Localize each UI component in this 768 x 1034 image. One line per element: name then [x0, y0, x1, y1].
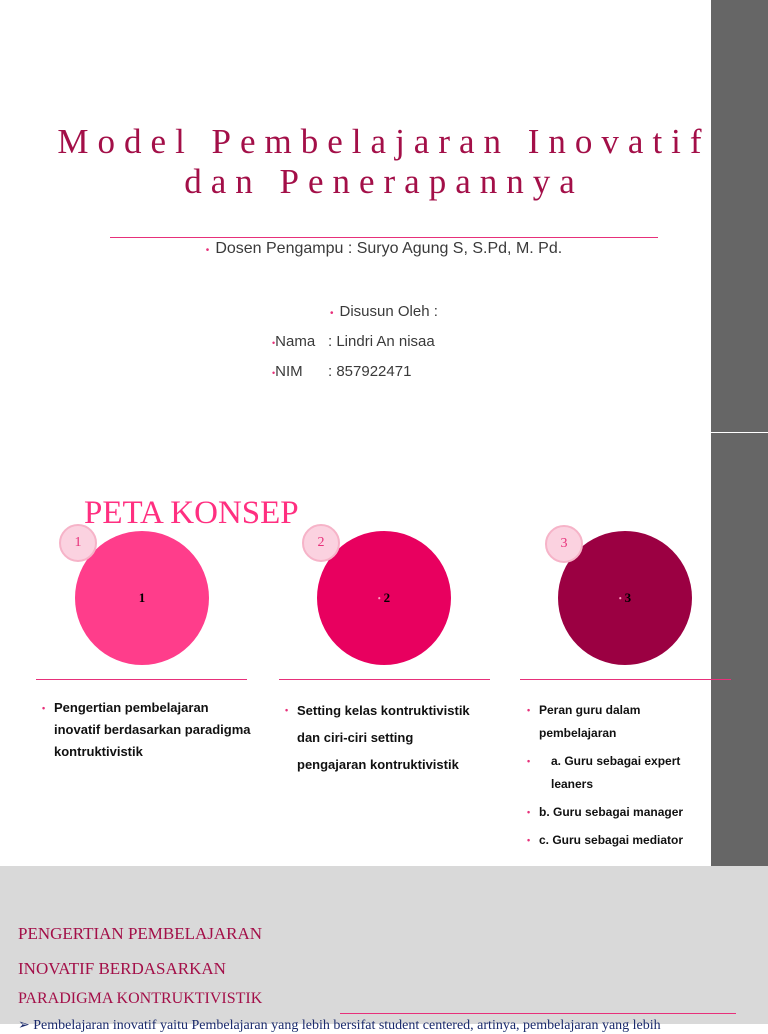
- side-bar-divider: [711, 432, 768, 433]
- slide3-heading-line1: PENGERTIAN PEMBELAJARAN: [18, 924, 263, 943]
- circle-label: 1: [138, 590, 146, 605]
- list-item: • b. Guru sebagai manager: [527, 801, 707, 824]
- bullet-icon: •: [330, 308, 334, 319]
- bullet-icon: •: [272, 368, 276, 378]
- slide3-body-text: ➢ Pembelajaran inovatif yaitu Pembelajaran yang lebih bersifat student centered, artinya, pembelajaran yang lebih: [18, 1018, 661, 1033]
- peta-konsep-title: PETA KONSEP: [84, 495, 299, 531]
- step-badge-1: 1: [59, 524, 97, 562]
- list-item: • Setting kelas kontruktivistik dan ciri-ciri setting pengajaran kontruktivistik: [285, 697, 475, 778]
- slide1-title: Model Pembelajaran Inovatif dan Penerapannya: [57, 122, 711, 201]
- nim-value: : 857922471: [328, 363, 412, 380]
- title-underline: [110, 237, 658, 238]
- bullet-icon: •: [272, 338, 276, 348]
- bullet-icon: •: [527, 835, 531, 845]
- column-2-text: [285, 697, 475, 778]
- column-3-text: [527, 699, 707, 857]
- circle-label: 2: [383, 590, 391, 605]
- bullet-icon: •: [205, 245, 210, 256]
- column-divider-2: [279, 679, 490, 680]
- step-badge-3: 3: [545, 525, 583, 563]
- column-divider-1: [36, 679, 247, 680]
- column-1-text: [42, 697, 252, 763]
- list-item: • Peran guru dalam pembelajaran: [527, 699, 707, 745]
- bullet-icon: •: [285, 705, 289, 715]
- nama-label: Nama: [275, 333, 316, 350]
- nim-row: [272, 363, 411, 380]
- slide3-heading-line2: INOVATIF BERDASARKAN: [18, 959, 226, 978]
- list-item: • a. Guru sebagai expert leaners: [527, 750, 707, 796]
- nim-label: NIM: [275, 363, 303, 380]
- dosen-line: [0, 240, 768, 258]
- step-badge-2: 2: [302, 524, 340, 562]
- bullet-icon: •: [527, 807, 531, 817]
- bullet-icon: •: [42, 703, 46, 713]
- dosen-text: Dosen Pengampu : Suryo Agung S, S.Pd, M. Pd.: [215, 240, 563, 257]
- arrow-bullet-icon: ➢: [18, 1018, 34, 1033]
- slide3-heading-line3: PARADIGMA KONTRUKTIVISTIK: [18, 990, 263, 1007]
- list-item: • Pengertian pembelajaran inovatif berdasarkan paradigma kontruktivistik: [42, 697, 252, 763]
- nama-row: [272, 333, 435, 350]
- nama-value: : Lindri An nisaa: [328, 333, 435, 350]
- disusun-text: Disusun Oleh :: [339, 303, 438, 320]
- column-divider-3: [520, 679, 731, 680]
- bullet-icon: •: [377, 593, 381, 603]
- bullet-icon: •: [527, 756, 531, 766]
- circle-label: 3: [624, 590, 632, 605]
- list-item: • c. Guru sebagai mediator: [527, 829, 707, 852]
- slide3-divider: [340, 1013, 736, 1014]
- bullet-icon: •: [618, 593, 622, 603]
- disusun-line: [330, 303, 438, 320]
- bullet-icon: •: [527, 705, 531, 715]
